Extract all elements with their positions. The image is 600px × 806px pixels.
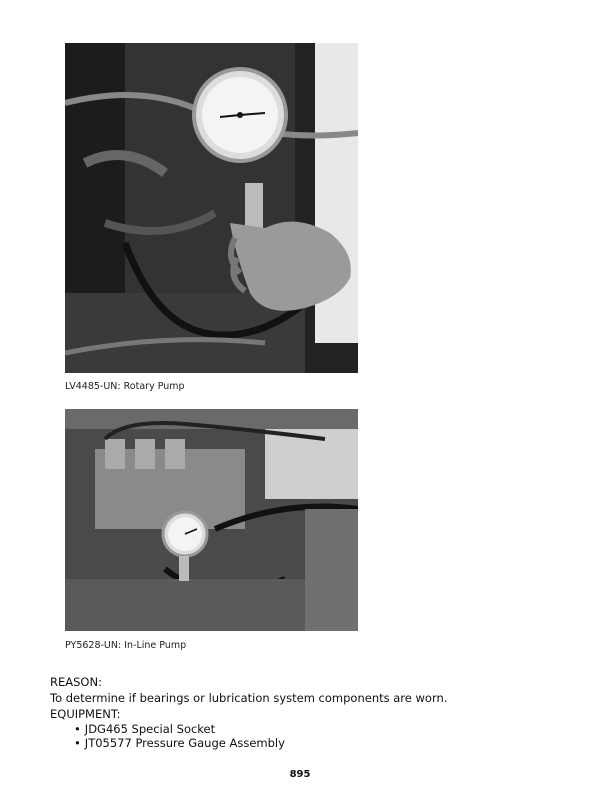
reason-label: REASON: bbox=[50, 675, 102, 689]
figure-caption: PY5628-UN: In-Line Pump bbox=[65, 640, 187, 651]
in-line-pump-photo bbox=[65, 409, 358, 631]
equipment-label: EQUIPMENT: bbox=[50, 707, 121, 721]
page-number: 895 bbox=[289, 769, 311, 780]
equipment-item: • JT05577 Pressure Gauge Assembly bbox=[74, 736, 285, 750]
equipment-list bbox=[74, 722, 285, 750]
rotary-pump-photo bbox=[65, 43, 358, 373]
equipment-item: • JDG465 Special Socket bbox=[74, 722, 285, 736]
figure-caption: LV4485-UN: Rotary Pump bbox=[65, 381, 185, 392]
reason-text: To determine if bearings or lubrication system components are worn. bbox=[50, 691, 448, 705]
